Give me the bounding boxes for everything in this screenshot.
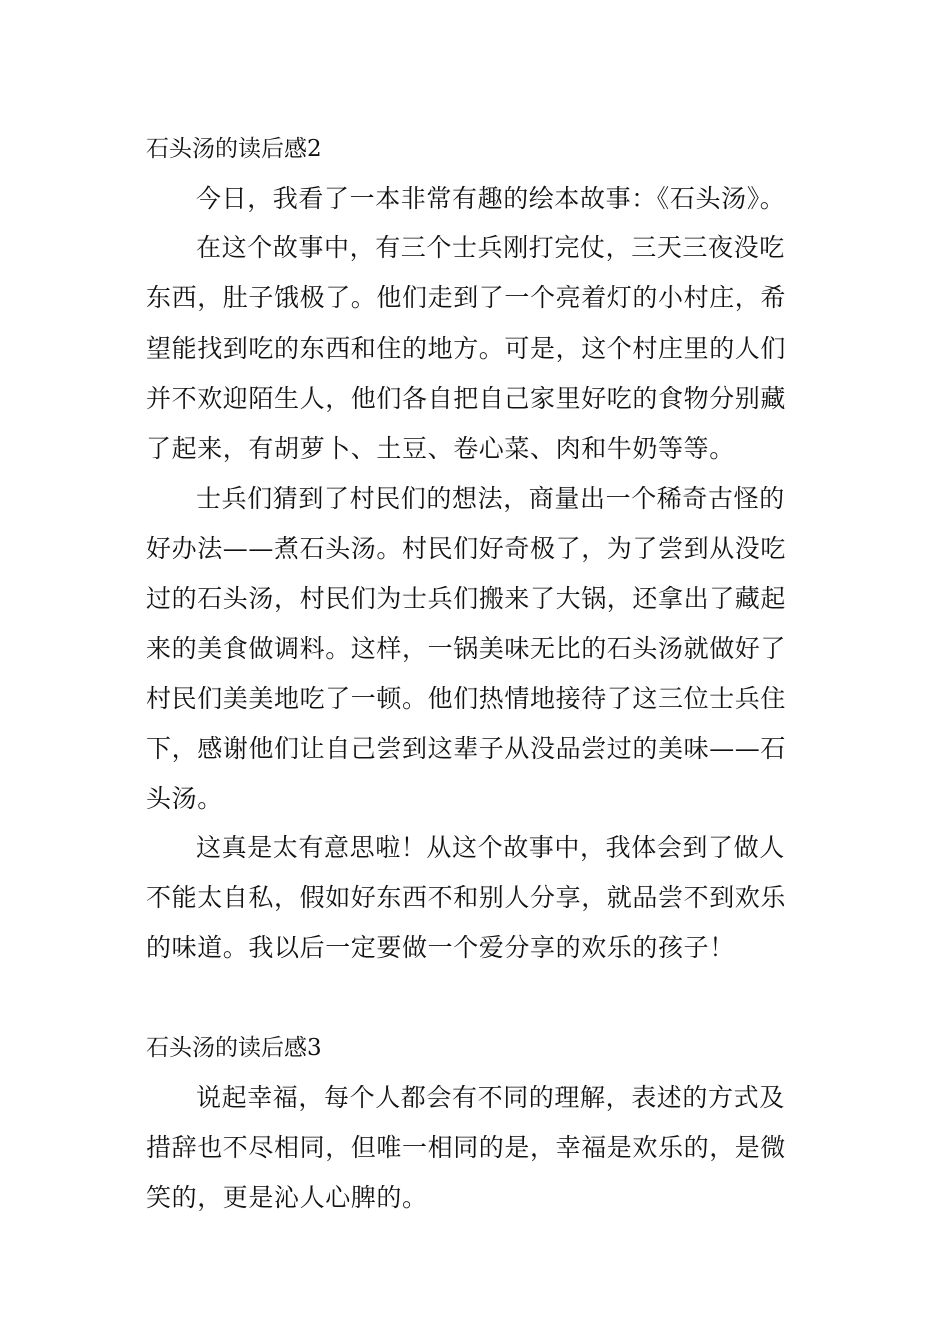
paragraph-line: 头汤。 xyxy=(146,784,223,813)
paragraph-line: 这真是太有意思啦！从这个故事中，我体会到了做人 xyxy=(196,833,785,862)
paragraph-line: 下，感谢他们让自己尝到这辈子从没品尝过的美味——石 xyxy=(146,734,787,763)
paragraph-line: 不能太自私，假如好东西不和别人分享，就品尝不到欢乐 xyxy=(146,883,787,912)
paragraph-line: 笑的，更是沁人心脾的。 xyxy=(146,1183,428,1212)
paragraph-line: 望能找到吃的东西和住的地方。可是，这个村庄里的人们 xyxy=(146,334,787,363)
paragraph-line: 的味道。我以后一定要做一个爱分享的欢乐的孩子！ xyxy=(146,933,735,962)
paragraph-line: 措辞也不尽相同，但唯一相同的是，幸福是欢乐的，是微 xyxy=(146,1133,787,1162)
paragraph-line: 来的美食做调料。这样，一锅美味无比的石头汤就做好了 xyxy=(146,634,787,663)
paragraph-line: 在这个故事中，有三个士兵刚打完仗，三天三夜没吃 xyxy=(196,233,785,262)
paragraph-line: 今日，我看了一本非常有趣的绘本故事：《石头汤》。 xyxy=(196,184,786,213)
paragraph-line: 了起来，有胡萝卜、土豆、卷心菜、肉和牛奶等等。 xyxy=(146,434,735,463)
paragraph-line: 士兵们猜到了村民们的想法，商量出一个稀奇古怪的 xyxy=(196,484,785,513)
paragraph-line: 村民们美美地吃了一顿。他们热情地接待了这三位士兵住 xyxy=(146,684,787,713)
paragraph-line: 好办法——煮石头汤。村民们好奇极了，为了尝到从没吃 xyxy=(146,534,787,563)
section-heading: 石头汤的读后感2 xyxy=(146,136,322,162)
section-heading: 石头汤的读后感3 xyxy=(146,1035,322,1061)
paragraph-line: 过的石头汤，村民们为士兵们搬来了大锅，还拿出了藏起 xyxy=(146,584,787,613)
paragraph-line: 并不欢迎陌生人，他们各自把自己家里好吃的食物分别藏 xyxy=(146,384,787,413)
paragraph-line: 东西，肚子饿极了。他们走到了一个亮着灯的小村庄，希 xyxy=(146,283,787,312)
paragraph-line: 说起幸福，每个人都会有不同的理解，表述的方式及 xyxy=(196,1083,785,1112)
